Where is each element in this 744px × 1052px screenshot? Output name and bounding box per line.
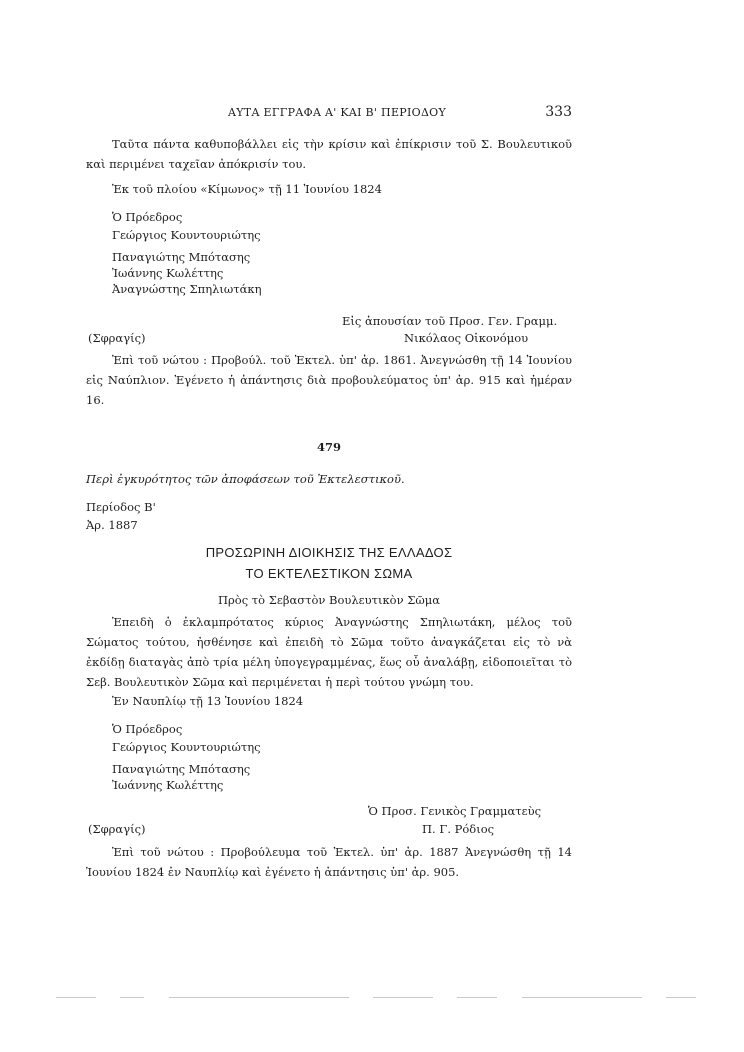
doc479-president-name: Γεώργιος Κουντουριώτης — [112, 740, 261, 754]
doc479-secretary-name: Π. Γ. Ρόδιος — [422, 822, 495, 836]
doc479-number: 479 — [316, 440, 341, 454]
page-number: 333 — [545, 104, 572, 120]
doc479-heading-government: ΠΡΟΣΩΡΙΝΗ ΔΙΟΙΚΗΣΙΣ ΤΗΣ ΕΛΛΑΔΟΣ — [205, 545, 453, 560]
doc479-heading-executive: ΤΟ ΕΚΤΕΛΕΣΤΙΚΟΝ ΣΩΜΑ — [245, 566, 413, 581]
doc478-president-name: Γεώργιος Κουντουριώτης — [112, 228, 261, 242]
doc478-seal: (Σφραγίς) — [88, 331, 146, 345]
doc479-period: Περίοδος Β' — [86, 500, 156, 514]
doc479-secretary-title: Ὁ Προσ. Γενικὸς Γραμματεὺς — [368, 804, 542, 818]
doc478-president-title: Ὁ Πρόεδρος — [112, 210, 183, 224]
doc478-member: Ἀναγνώστης Σπηλιωτάκη — [112, 282, 262, 296]
doc478-dateline: Ἐκ τοῦ πλοίου «Κίμωνος» τῇ 11 Ἰουνίου 1824 — [112, 182, 382, 196]
scan-artifact-line — [56, 997, 696, 999]
doc478-secretary-title: Εἰς ἀπουσίαν τοῦ Προσ. Γεν. Γραμμ. — [342, 314, 558, 328]
doc479-addressee: Πρὸς τὸ Σεβαστὸν Βουλευτικὸν Σῶμα — [217, 593, 440, 607]
doc479-president-title: Ὁ Πρόεδρος — [112, 722, 183, 736]
doc479-member: Παναγιώτης Μπότασης — [112, 762, 251, 776]
doc478-member: Παναγιώτης Μπότασης — [112, 250, 251, 264]
doc479-member: Ἰωάννης Κωλέττης — [112, 778, 224, 792]
doc479-seal: (Σφραγίς) — [88, 822, 146, 836]
doc478-endorsement: Ἐπὶ τοῦ νώτου : Προβούλ. τοῦ Ἐκτελ. ὑπ' ἀρ. 1861. Ἀνεγνώσθη τῇ 14 Ἰουνίου εἰς Ναύπλιον. Ἐγένετο ἡ ἀπάντησις διὰ προβουλεύματος ὑπ' ἀρ. 915 καὶ ἡμέραν 16. — [86, 353, 572, 407]
doc478-member: Ἰωάννης Κωλέττης — [112, 266, 224, 280]
doc479-dateline: Ἐν Ναυπλίῳ τῇ 13 Ἰουνίου 1824 — [112, 694, 304, 708]
page-header — [60, 104, 572, 124]
doc479-subject: Περὶ ἐγκυρότητος τῶν ἀποφάσεων τοῦ Ἐκτελεστικοῦ. — [86, 472, 405, 486]
doc479-body: Ἐπειδὴ ὁ ἐκλαμπρότατος κύριος Ἀναγνώστης Σπηλιωτάκη, μέλος τοῦ Σώματος τούτου, ἠσθένησε καὶ ἐπειδὴ τὸ Σῶμα τοῦτο ἀναγκάζεται εἰς τὸ νὰ ἐκδίδῃ διαταγὰς ἀπὸ τρία μέλη ὑπογεγραμμένας, ἕως οὗ ἀναλάβῃ, εἰδοποιεῖται τὸ Σεβ. Βουλευτικὸν Σῶμα καὶ περιμένεται ἡ περὶ τούτου γνώμη του. — [86, 615, 572, 689]
running-title: ΑΥΤΑ ΕΓΓΡΑΦΑ Α' ΚΑΙ Β' ΠΕΡΙΟΔΟΥ — [228, 106, 447, 119]
doc478-secretary-name: Νικόλαος Οἰκονόμου — [404, 331, 529, 345]
doc479-endorsement: Ἐπὶ τοῦ νώτου : Προβούλευμα τοῦ Ἐκτελ. ὑπ' ἀρ. 1887 Ἀνεγνώσθη τῇ 14 Ἰουνίου 1824 ἐν Ναυπλίῳ καὶ ἐγένετο ἡ ἀπάντησις ὑπ' ἀρ. 905. — [86, 845, 572, 879]
doc478-closing-paragraph: Ταῦτα πάντα καθυποβάλλει εἰς τὴν κρίσιν καὶ ἐπίκρισιν τοῦ Σ. Βουλευτικοῦ καὶ περιμένει ταχεῖαν ἀπόκρισίν του. — [86, 137, 572, 171]
doc479-ref-number: Ἀρ. 1887 — [86, 518, 138, 532]
